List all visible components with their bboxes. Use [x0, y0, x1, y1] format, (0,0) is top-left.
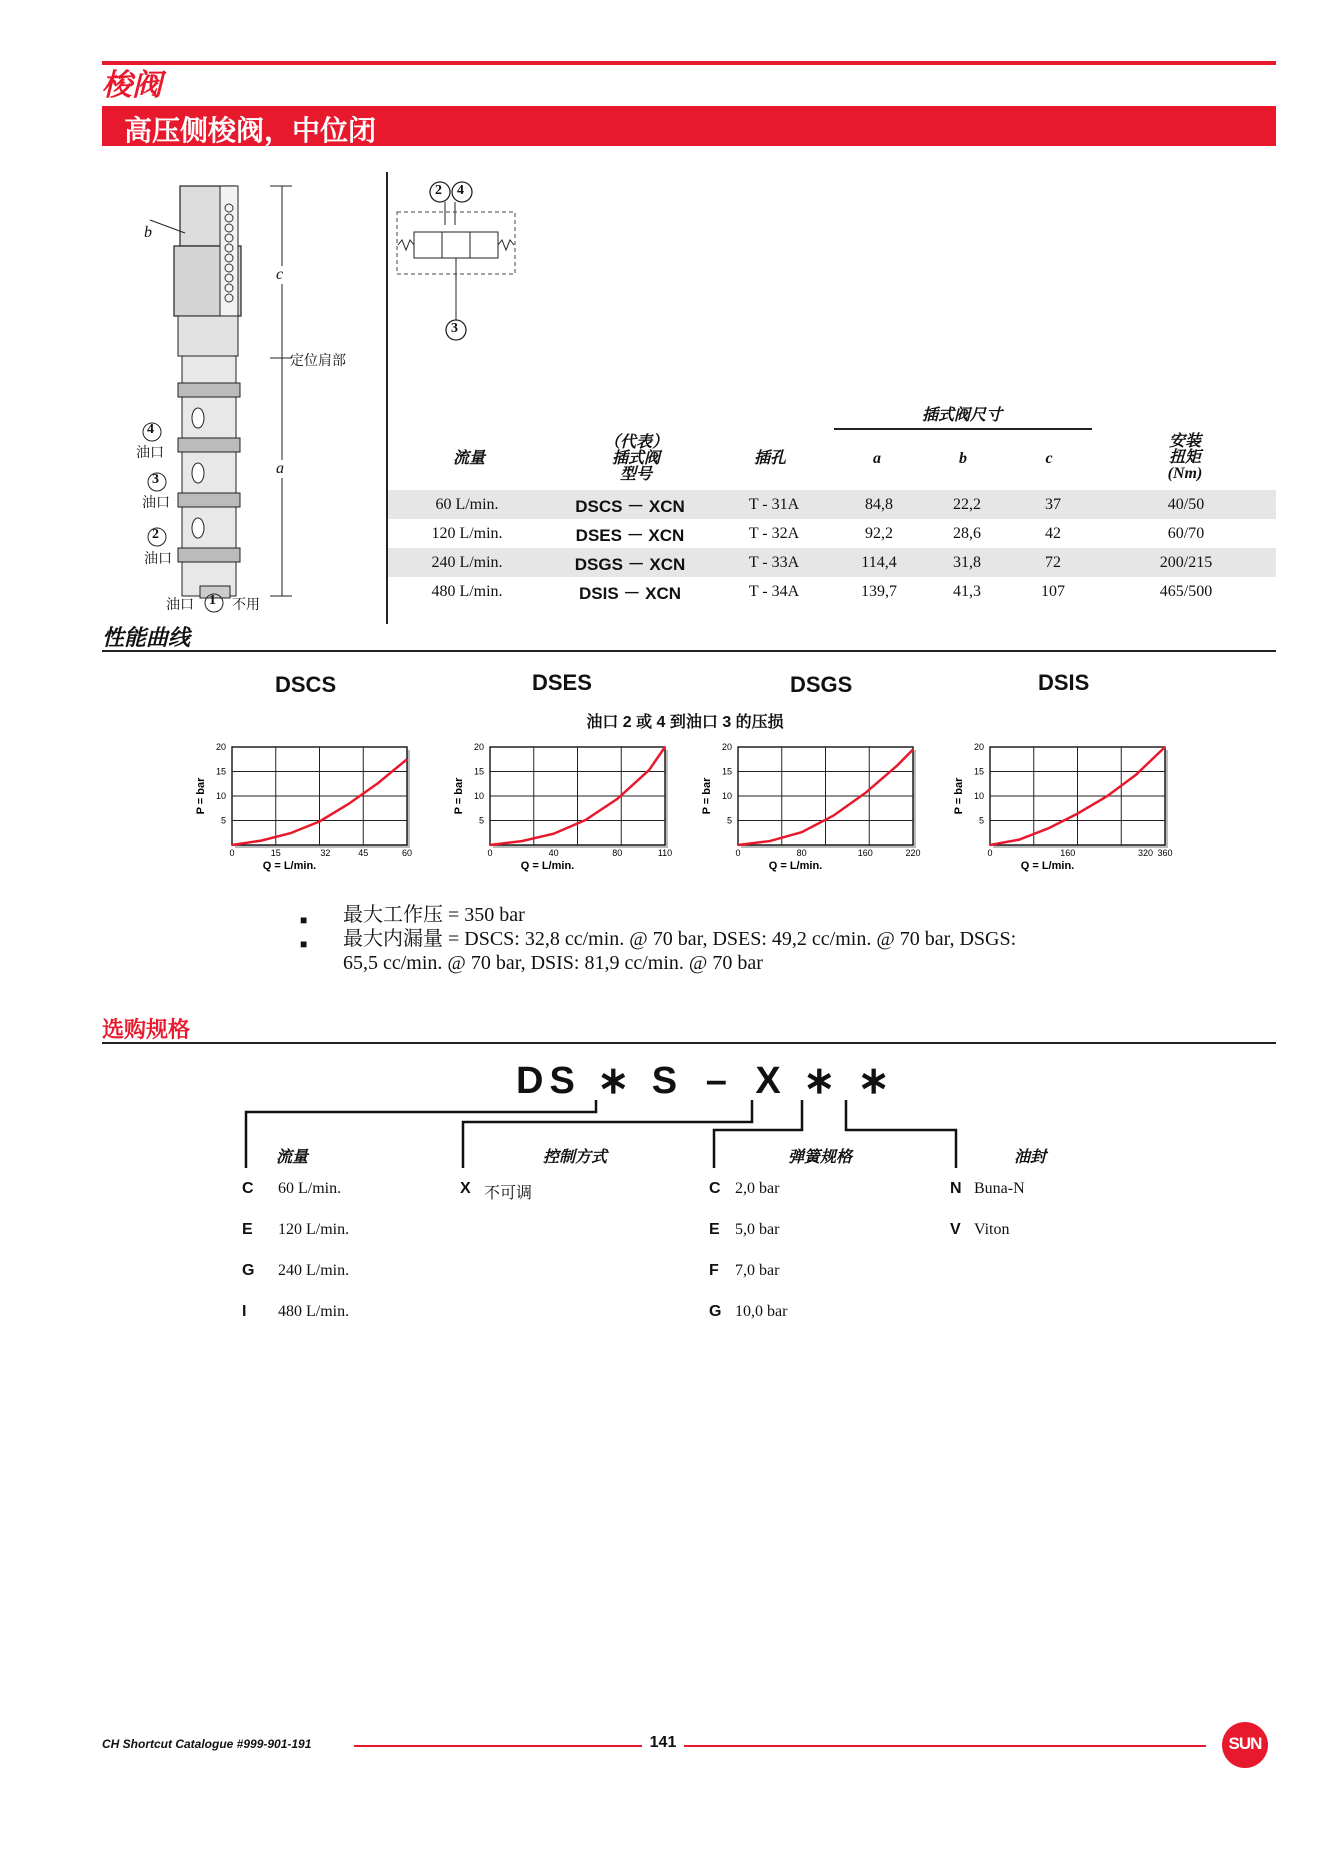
shoulder-label: 定位肩部 — [290, 354, 346, 369]
x-tick-label: 80 — [796, 848, 807, 858]
th-flow: 流量 — [452, 450, 485, 467]
code-star-2: ∗ — [803, 1060, 842, 1102]
x-tick-label: 40 — [548, 848, 559, 858]
footer-catalogue: CH Shortcut Catalogue #999-901-191 — [102, 1737, 312, 1751]
x-tick-label: 0 — [487, 848, 493, 858]
th-torque-line2: 扭矩 — [1168, 449, 1201, 466]
y-tick-label: 20 — [721, 742, 732, 752]
x-tick-label: 80 — [612, 848, 623, 858]
option-value: 不可调 — [484, 1185, 533, 1202]
th-c: c — [1045, 450, 1053, 467]
cell-a: 114,4 — [834, 548, 924, 577]
code-ds: DS — [516, 1060, 581, 1102]
y-tick-label: 10 — [973, 791, 984, 801]
port1-label: 油口 — [166, 598, 194, 613]
title-bar — [102, 106, 1276, 146]
option-code: N — [950, 1180, 962, 1197]
notes — [300, 904, 1100, 976]
list-item — [709, 1262, 909, 1303]
sun-logo-text: SUN — [1228, 1734, 1262, 1753]
option-list-spring — [709, 1180, 909, 1344]
th-torque-line3: (Nm) — [1167, 465, 1203, 482]
option-group-title-control: 控制方式 — [543, 1149, 608, 1166]
dim-c-label: c — [276, 266, 284, 283]
x-tick-label: 60 — [401, 848, 413, 858]
spec-table — [388, 490, 1276, 606]
option-value: 120 L/min. — [278, 1221, 350, 1238]
note-text: 65,5 cc/min. @ 70 bar, DSIS: 81,9 cc/min. @ 70 bar — [343, 952, 763, 974]
footer-rule-right — [684, 1745, 1206, 1747]
y-tick-label: 5 — [978, 815, 984, 826]
x-tick-label: 15 — [270, 848, 281, 858]
cell-cavity: T - 31A — [714, 490, 834, 519]
list-item — [950, 1221, 1150, 1262]
option-value: 10,0 bar — [735, 1303, 788, 1320]
cell-cavity: T - 32A — [748, 524, 800, 542]
cell-torque: 200/215 — [1096, 548, 1276, 577]
code-star-3: ∗ — [857, 1060, 896, 1102]
list-item — [242, 1221, 442, 1262]
dim-a-label: a — [276, 460, 284, 477]
group-header: 插式阀尺寸 — [921, 407, 1002, 424]
option-list-seal — [950, 1180, 1150, 1262]
option-value: 60 L/min. — [278, 1180, 342, 1197]
cell-cavity: T - 34A — [748, 582, 800, 600]
page-number: 141 — [649, 1734, 677, 1751]
y-tick-label: 20 — [215, 742, 226, 752]
x-tick-label: 0 — [987, 848, 993, 858]
x-tick-label: 360 — [1157, 848, 1173, 858]
performance-charts-svg — [180, 735, 1180, 885]
list-item — [242, 1303, 442, 1344]
charts-area — [180, 735, 1180, 885]
unused-label: 不用 — [232, 598, 260, 613]
performance-subtitle: 油口 2 或 4 到油口 3 的压损 — [586, 714, 784, 731]
y-tick-label: 10 — [215, 791, 226, 801]
option-value: 2,0 bar — [735, 1180, 780, 1197]
y-tick-label: 5 — [726, 815, 732, 826]
y-tick-label: 15 — [215, 766, 226, 777]
cell-c: 107 — [1041, 582, 1065, 600]
y-axis-label: P = bar — [453, 777, 465, 815]
x-tick-label: 220 — [905, 848, 921, 858]
performance-rule — [102, 650, 1276, 652]
list-item — [460, 1180, 660, 1221]
cell-torque: 40/50 — [1096, 490, 1276, 519]
header-top-rule — [102, 61, 1276, 65]
x-tick-label: 160 — [857, 848, 873, 858]
th-b: b — [959, 450, 967, 467]
y-axis-label: P = bar — [195, 777, 207, 815]
bullet-icon: ■ — [300, 913, 308, 927]
cell-b: 41,3 — [953, 582, 981, 600]
port4-number: 4 — [147, 422, 154, 437]
cell-torque: 465/500 — [1159, 582, 1213, 600]
cell-model: DSCS － XCN — [546, 490, 714, 519]
th-model — [556, 435, 716, 483]
option-code: E — [709, 1221, 720, 1238]
code-s: S — [651, 1060, 684, 1102]
x-tick-label: 160 — [1060, 848, 1076, 858]
schematic-port-3: 3 — [451, 321, 458, 336]
list-item — [709, 1303, 909, 1344]
port2-label: 油口 — [144, 552, 172, 567]
cell-b: 31,8 — [924, 548, 1010, 577]
x-tick-label: 0 — [229, 848, 235, 858]
chart-title-dscs: DSCS — [275, 672, 337, 697]
note-item — [300, 904, 1100, 928]
option-list-control — [460, 1180, 660, 1221]
option-group-title-spring: 弹簧规格 — [788, 1149, 853, 1166]
th-model-line1: （代表） — [603, 434, 668, 451]
port3-number: 3 — [152, 472, 159, 487]
th-a: a — [873, 450, 881, 467]
y-tick-label: 15 — [473, 766, 484, 777]
cell-model: DSES － XCN — [575, 526, 685, 545]
option-code: I — [242, 1303, 247, 1320]
table-row — [388, 490, 1276, 519]
x-axis-label: Q = L/min. — [768, 860, 823, 872]
note-item-continued — [300, 952, 1100, 976]
ordering-rule — [102, 1042, 1276, 1044]
th-torque — [1110, 434, 1260, 482]
cell-a: 84,8 — [834, 490, 924, 519]
cell-model: DSIS － XCN — [578, 584, 682, 603]
code-connector-lines — [0, 1080, 1322, 1170]
chart-title-dsis: DSIS — [1038, 670, 1090, 695]
table-row — [388, 577, 1276, 606]
option-group-title-flow: 流量 — [276, 1149, 309, 1166]
note-text: 最大内漏量 = DSCS: 32,8 cc/min. @ 70 bar, DSES: 49,2 cc/min. @ 70 bar, DSGS: — [343, 928, 1017, 950]
sun-logo — [1222, 1722, 1268, 1768]
list-item — [709, 1221, 909, 1262]
chart-title-dsgs: DSGS — [790, 672, 853, 697]
chart-title-dses: DSES — [532, 670, 592, 695]
cell-flow: 60 L/min. — [388, 490, 546, 519]
list-item — [242, 1262, 442, 1303]
y-tick-label: 5 — [478, 815, 484, 826]
option-code: G — [242, 1262, 255, 1279]
cell-a: 139,7 — [861, 582, 897, 600]
performance-heading: 性能曲线 — [102, 625, 191, 650]
port1-number: 1 — [209, 593, 216, 608]
option-value: Buna-N — [974, 1180, 1025, 1197]
option-value: Viton — [974, 1221, 1010, 1238]
cartridge-drawing — [130, 178, 380, 618]
option-group-title-seal: 油封 — [1014, 1149, 1047, 1166]
ordering-heading: 选购规格 — [102, 1017, 191, 1042]
th-torque-line1: 安装 — [1168, 433, 1201, 450]
page-title: 高压侧梭阀，中位闭 — [124, 115, 377, 146]
y-tick-label: 15 — [721, 766, 732, 777]
option-code: F — [709, 1262, 719, 1279]
code-star-1: ∗ — [597, 1060, 636, 1102]
category-title: 梭阀 — [102, 69, 162, 102]
schematic-port-2: 2 — [435, 183, 442, 198]
cell-c: 72 — [1010, 548, 1096, 577]
x-axis-label: Q = L/min. — [262, 860, 317, 872]
option-code: E — [242, 1221, 253, 1238]
x-tick-label: 0 — [735, 848, 741, 858]
note-item — [300, 928, 1100, 952]
group-header-rule — [834, 428, 1092, 430]
schematic-port-4: 4 — [457, 183, 464, 198]
th-model-line3: 型号 — [619, 466, 652, 483]
y-tick-label: 5 — [220, 815, 226, 826]
cell-b: 28,6 — [953, 524, 981, 542]
cell-flow: 240 L/min. — [388, 548, 546, 577]
port3-label: 油口 — [142, 496, 170, 511]
th-cavity: 插孔 — [753, 450, 786, 467]
option-value: 240 L/min. — [278, 1262, 350, 1279]
y-tick-label: 10 — [473, 791, 484, 801]
bullet-icon: ■ — [300, 937, 308, 951]
port2-number: 2 — [152, 527, 159, 542]
cell-b: 22,2 — [924, 490, 1010, 519]
x-axis-label: Q = L/min. — [1020, 860, 1075, 872]
y-tick-label: 10 — [721, 791, 732, 801]
option-list-flow — [242, 1180, 442, 1344]
cell-flow: 120 L/min. — [431, 524, 503, 542]
list-item — [242, 1180, 442, 1221]
x-tick-label: 32 — [320, 848, 331, 858]
y-axis-label: P = bar — [953, 777, 965, 815]
option-value: 5,0 bar — [735, 1221, 780, 1238]
x-axis-label: Q = L/min. — [520, 860, 575, 872]
cell-c: 42 — [1045, 524, 1061, 542]
option-value: 480 L/min. — [278, 1303, 350, 1320]
port4-label: 油口 — [136, 446, 164, 461]
footer-rule-left — [354, 1745, 642, 1747]
th-model-line2: 插式阀 — [611, 450, 660, 467]
y-axis-label: P = bar — [701, 777, 713, 815]
cell-cavity: T - 33A — [714, 548, 834, 577]
note-text: 最大工作压 = 350 bar — [343, 904, 525, 926]
option-code: C — [709, 1180, 721, 1197]
option-code: C — [242, 1180, 254, 1197]
x-tick-label: 320 — [1138, 848, 1154, 858]
cell-a: 92,2 — [865, 524, 893, 542]
list-item — [709, 1180, 909, 1221]
dim-b-label: b — [144, 224, 152, 241]
option-code: X — [460, 1180, 471, 1197]
cell-c: 37 — [1010, 490, 1096, 519]
code-dash: – — [705, 1060, 733, 1102]
option-code: G — [709, 1303, 722, 1320]
table-row — [388, 548, 1276, 577]
y-tick-label: 20 — [473, 742, 484, 752]
cell-model: DSGS － XCN — [546, 548, 714, 577]
y-tick-label: 20 — [973, 742, 984, 752]
x-tick-label: 110 — [657, 848, 673, 858]
y-tick-label: 15 — [973, 766, 984, 777]
x-tick-label: 45 — [358, 848, 369, 858]
table-row — [388, 519, 1276, 548]
cell-flow: 480 L/min. — [431, 582, 503, 600]
cell-torque: 60/70 — [1167, 524, 1205, 542]
list-item — [950, 1180, 1150, 1221]
hydraulic-schematic — [392, 180, 522, 350]
option-value: 7,0 bar — [735, 1262, 780, 1279]
code-x: X — [755, 1060, 787, 1102]
option-code: V — [950, 1221, 961, 1238]
